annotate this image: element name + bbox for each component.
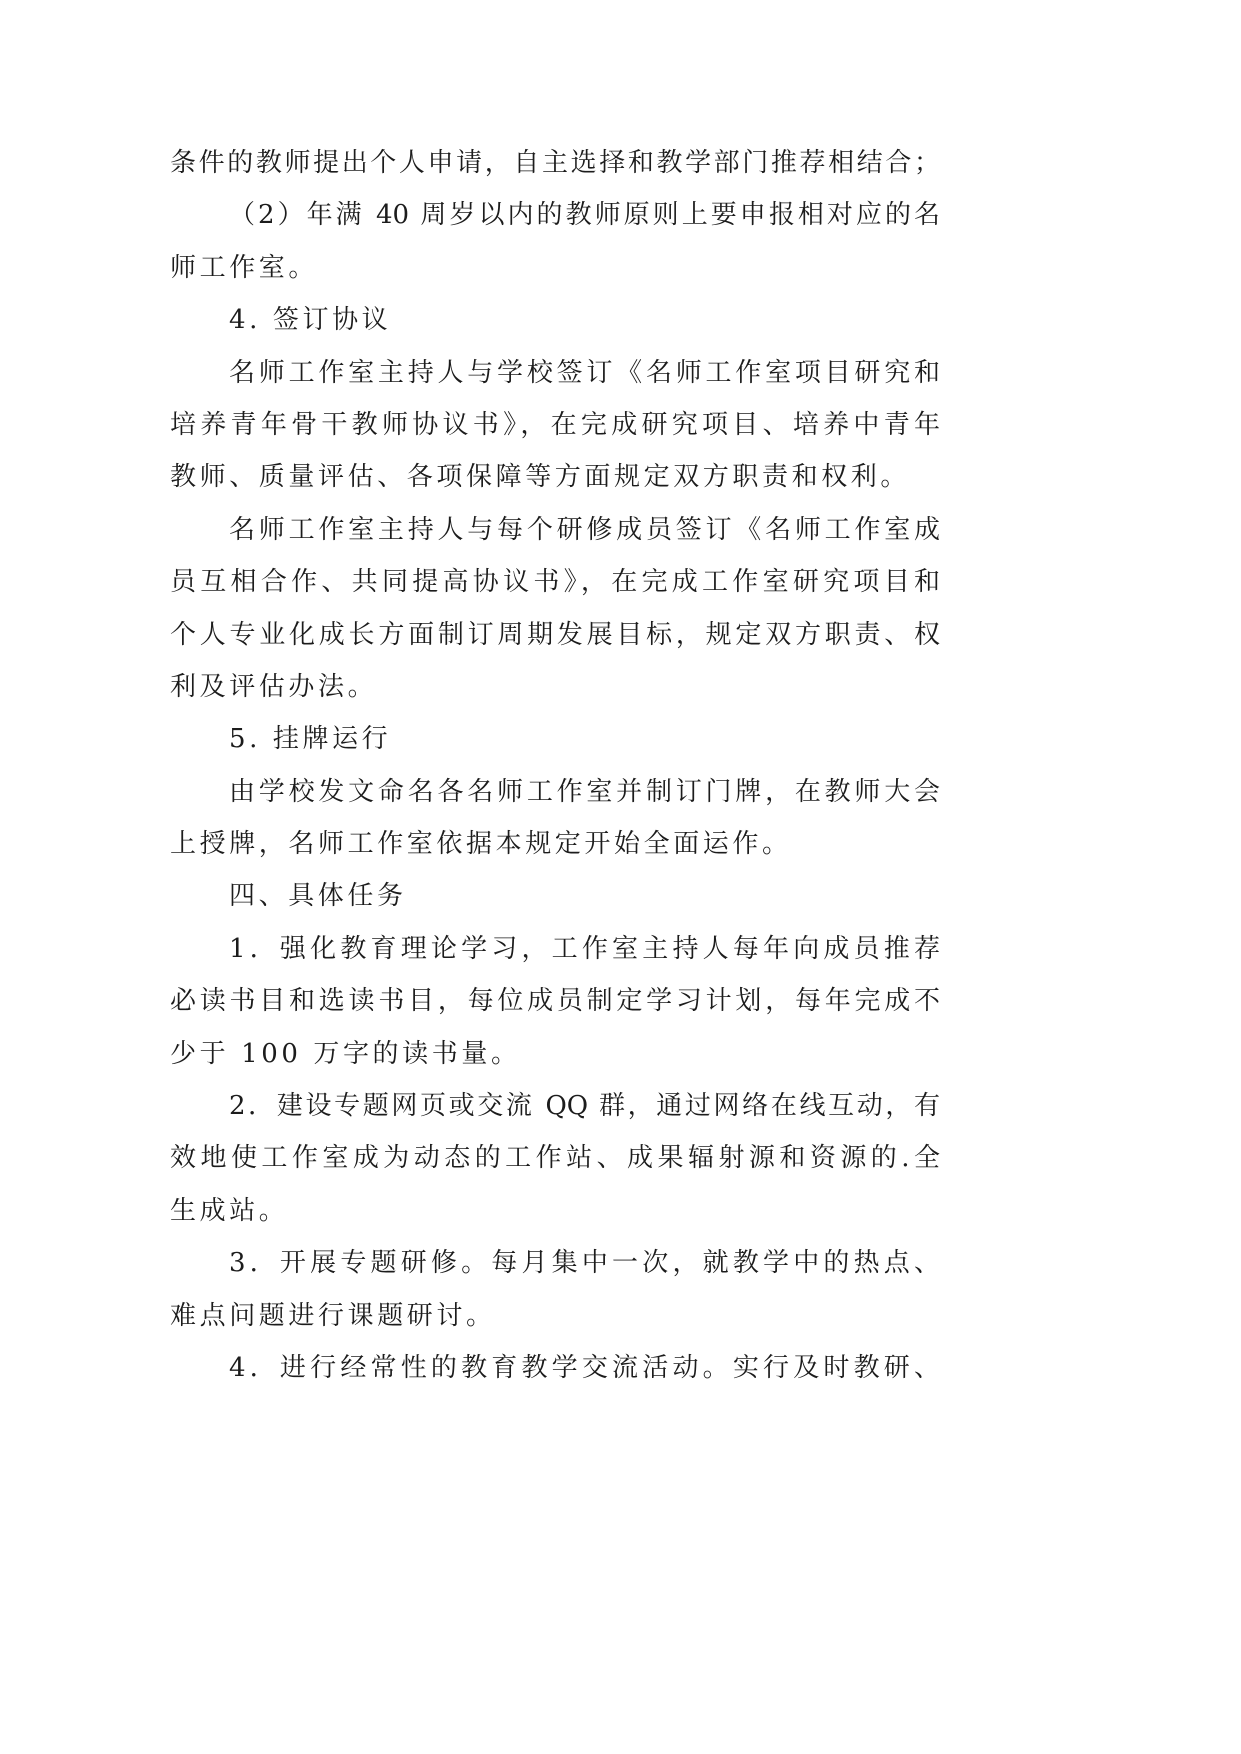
text-line: 难点问题进行课题研讨。: [170, 1300, 496, 1331]
text-line: 生成站。: [170, 1195, 289, 1226]
document-body: [170, 137, 940, 1394]
text-line: 培养青年骨干教师协议书》，在完成研究项目、培养中青年: [170, 409, 940, 440]
section-heading: [170, 870, 940, 922]
text-line: 上授牌，名师工作室依据本规定开始全面运作。: [170, 829, 792, 860]
text-line: 名师工作室主持人与每个研修成员签订《名师工作室成: [229, 514, 940, 545]
text-line: 教师、质量评估、各项保障等方面规定双方职责和权利。: [170, 462, 911, 493]
text-line: 3．开展专题研修。每月集中一次，就教学中的热点、: [229, 1248, 940, 1279]
text-line: 4．进行经常性的教育教学交流活动。实行及时教研、: [229, 1352, 940, 1383]
text-line: 员互相合作、共同提高协议书》，在完成工作室研究项目和: [170, 567, 940, 598]
paragraph: [170, 1080, 940, 1237]
paragraph: [170, 1237, 940, 1342]
text-line: （2）年满 40 周岁以内的教师原则上要申报相对应的名: [229, 200, 940, 231]
paragraph: [170, 137, 940, 189]
text-line: 少于 100 万字的读书量。: [170, 1038, 521, 1069]
text-line: 2．建设专题网页或交流 QQ 群，通过网络在线互动，有: [229, 1091, 940, 1122]
paragraph: [170, 1342, 940, 1394]
paragraph: [170, 189, 940, 294]
text-line: 个人专业化成长方面制订周期发展目标，规定双方职责、权: [170, 619, 940, 650]
heading-line: 四、具体任务: [229, 881, 407, 912]
paragraph: [170, 504, 940, 714]
text-line: 由学校发文命名各名师工作室并制订门牌，在教师大会: [229, 776, 940, 807]
heading-line: 5. 挂牌运行: [229, 724, 392, 755]
section-heading: [170, 713, 940, 765]
text-line: 师工作室。: [170, 252, 319, 283]
paragraph: [170, 766, 940, 871]
paragraph: [170, 347, 940, 504]
section-heading: [170, 294, 940, 346]
text-line: 1．强化教育理论学习，工作室主持人每年向成员推荐: [229, 933, 940, 964]
text-line: 效地使工作室成为动态的工作站、成果辐射源和资源的.全: [170, 1143, 940, 1174]
text-line: 名师工作室主持人与学校签订《名师工作室项目研究和: [229, 357, 940, 388]
heading-line: 4. 签订协议: [229, 305, 392, 336]
text-line: 利及评估办法。: [170, 671, 378, 702]
text-line: 条件的教师提出个人申请，自主选择和教学部门推荐相结合；: [170, 148, 940, 178]
paragraph: [170, 923, 940, 1080]
text-line: 必读书目和选读书目，每位成员制定学习计划，每年完成不: [170, 986, 940, 1017]
